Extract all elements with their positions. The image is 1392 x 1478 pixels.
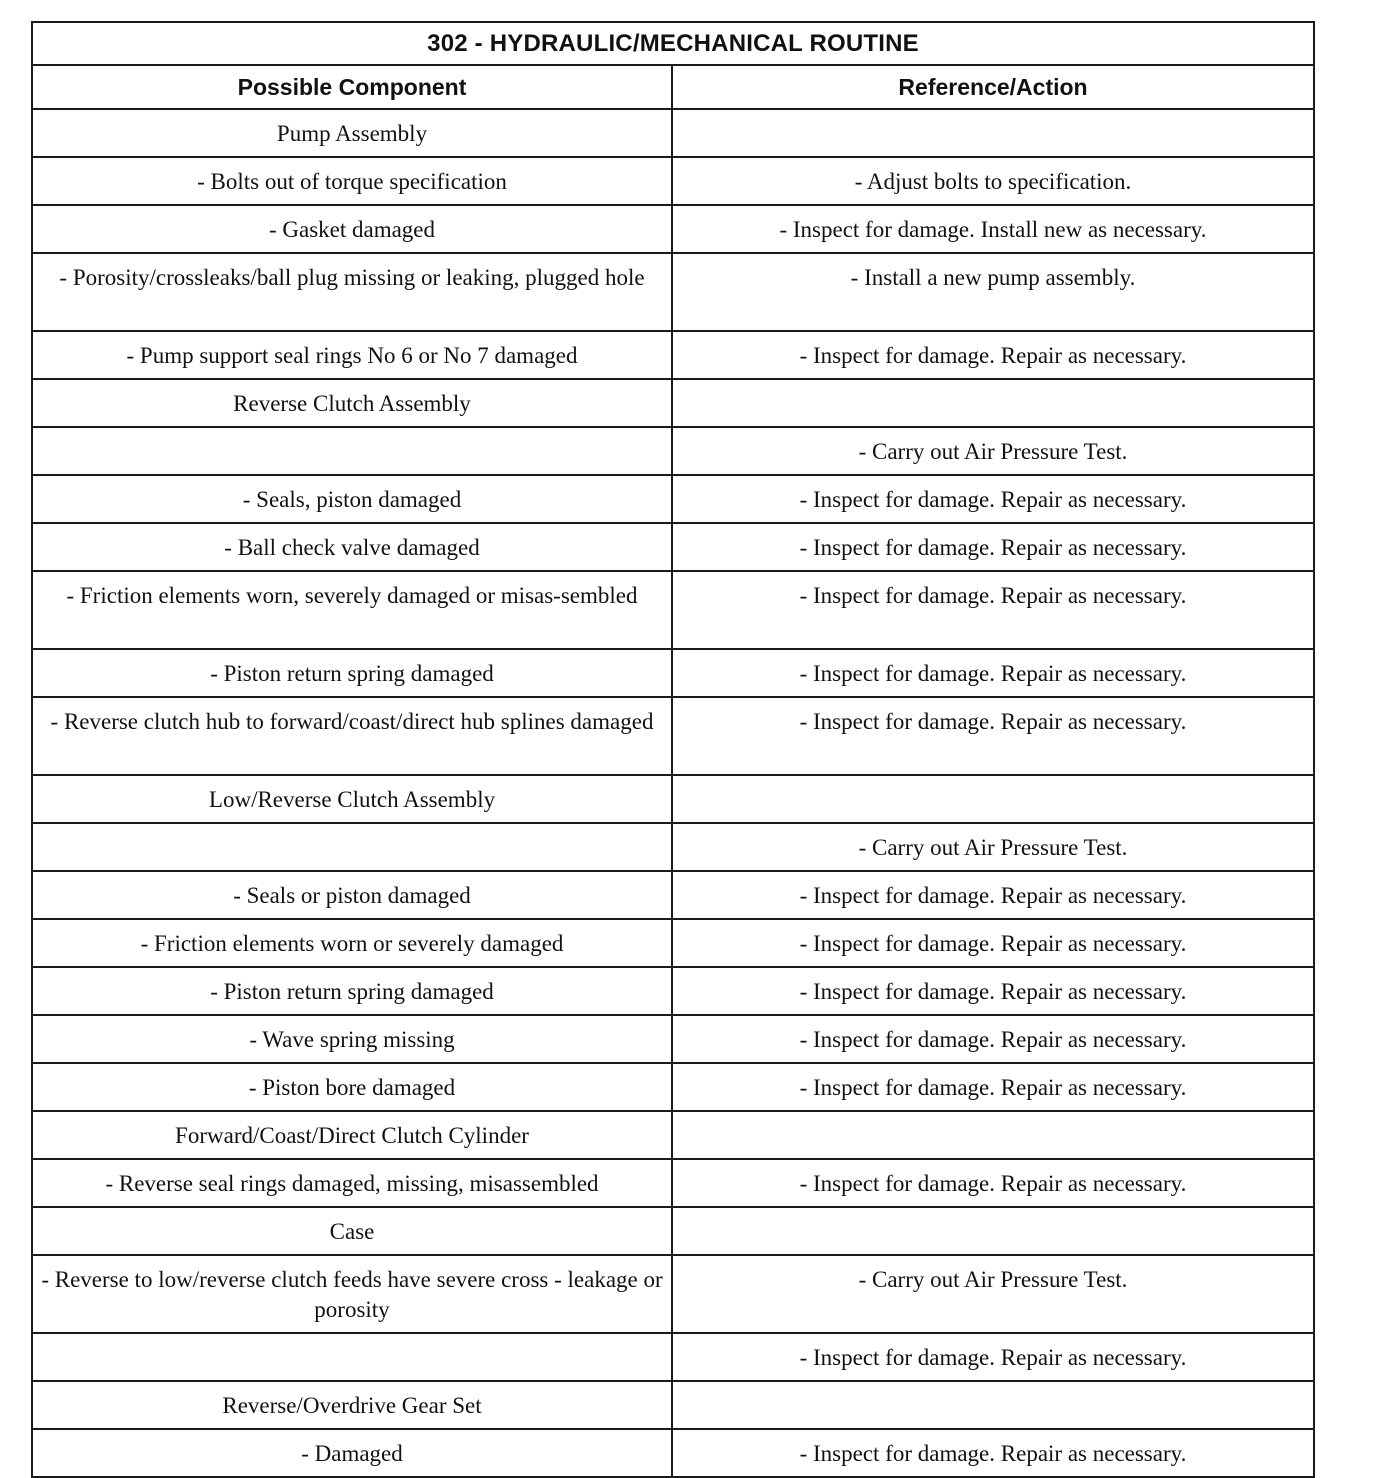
action-cell: - Carry out Air Pressure Test. [672,427,1314,475]
table-row [32,871,1314,919]
action-cell [672,1111,1314,1159]
table-row [32,523,1314,571]
table-row [32,1429,1314,1477]
table-row [32,427,1314,475]
action-cell: - Inspect for damage. Repair as necessary. [672,697,1314,775]
component-cell: Pump Assembly [32,109,672,157]
table-row [32,1333,1314,1381]
table-row [32,205,1314,253]
component-cell: - Seals or piston damaged [32,871,672,919]
action-cell: - Inspect for damage. Repair as necessary. [672,1063,1314,1111]
action-cell [672,1207,1314,1255]
component-cell: - Reverse seal rings damaged, missing, misassembled [32,1159,672,1207]
component-cell: - Gasket damaged [32,205,672,253]
column-header-component: Possible Component [32,65,672,109]
column-header-action: Reference/Action [672,65,1314,109]
table-row [32,379,1314,427]
table-row [32,1207,1314,1255]
component-cell: - Wave spring missing [32,1015,672,1063]
component-cell: - Piston return spring damaged [32,967,672,1015]
table-row [32,649,1314,697]
component-cell: - Piston bore damaged [32,1063,672,1111]
action-cell [672,775,1314,823]
action-cell: - Inspect for damage. Repair as necessary. [672,1159,1314,1207]
component-cell: Reverse Clutch Assembly [32,379,672,427]
table-row [32,775,1314,823]
action-cell [672,1381,1314,1429]
table-row [32,1255,1314,1333]
component-cell: - Reverse to low/reverse clutch feeds have severe cross - leakage or porosity [32,1255,672,1333]
table-row [32,157,1314,205]
action-cell: - Inspect for damage. Repair as necessary. [672,1429,1314,1477]
table-row [32,1111,1314,1159]
component-cell: Forward/Coast/Direct Clutch Cylinder [32,1111,672,1159]
table-title: 302 - HYDRAULIC/MECHANICAL ROUTINE [32,22,1314,65]
action-cell: - Carry out Air Pressure Test. [672,823,1314,871]
action-cell: - Inspect for damage. Repair as necessary. [672,475,1314,523]
table-row [32,571,1314,649]
component-cell: - Porosity/crossleaks/ball plug missing or leaking, plugged hole [32,253,672,331]
table-row [32,109,1314,157]
title-row [32,22,1314,65]
action-cell: - Adjust bolts to specification. [672,157,1314,205]
action-cell [672,109,1314,157]
table-row [32,823,1314,871]
table-row [32,697,1314,775]
action-cell: - Carry out Air Pressure Test. [672,1255,1314,1333]
table-body [32,109,1314,1477]
component-cell [32,823,672,871]
component-cell: - Damaged [32,1429,672,1477]
action-cell: - Inspect for damage. Repair as necessary. [672,571,1314,649]
component-cell: - Pump support seal rings No 6 or No 7 damaged [32,331,672,379]
table-row [32,967,1314,1015]
action-cell: - Inspect for damage. Repair as necessary. [672,967,1314,1015]
table-row [32,253,1314,331]
action-cell [672,379,1314,427]
table-row [32,1159,1314,1207]
action-cell: - Inspect for damage. Install new as necessary. [672,205,1314,253]
table-row [32,1381,1314,1429]
component-cell [32,427,672,475]
component-cell: Reverse/Overdrive Gear Set [32,1381,672,1429]
action-cell: - Install a new pump assembly. [672,253,1314,331]
component-cell: - Seals, piston damaged [32,475,672,523]
table-row [32,919,1314,967]
component-cell: Case [32,1207,672,1255]
table-row [32,331,1314,379]
component-cell: - Friction elements worn, severely damaged or misas-sembled [32,571,672,649]
action-cell: - Inspect for damage. Repair as necessary. [672,919,1314,967]
component-cell [32,1333,672,1381]
action-cell: - Inspect for damage. Repair as necessary. [672,331,1314,379]
component-cell: - Ball check valve damaged [32,523,672,571]
table-row [32,1063,1314,1111]
component-cell: - Friction elements worn or severely damaged [32,919,672,967]
header-row [32,65,1314,109]
table-row [32,1015,1314,1063]
action-cell: - Inspect for damage. Repair as necessary. [672,1333,1314,1381]
action-cell: - Inspect for damage. Repair as necessary. [672,871,1314,919]
action-cell: - Inspect for damage. Repair as necessary. [672,1015,1314,1063]
action-cell: - Inspect for damage. Repair as necessary. [672,649,1314,697]
component-cell: - Piston return spring damaged [32,649,672,697]
component-cell: Low/Reverse Clutch Assembly [32,775,672,823]
action-cell: - Inspect for damage. Repair as necessary. [672,523,1314,571]
table-row [32,475,1314,523]
routine-table [31,21,1315,1478]
component-cell: - Bolts out of torque specification [32,157,672,205]
component-cell: - Reverse clutch hub to forward/coast/direct hub splines damaged [32,697,672,775]
